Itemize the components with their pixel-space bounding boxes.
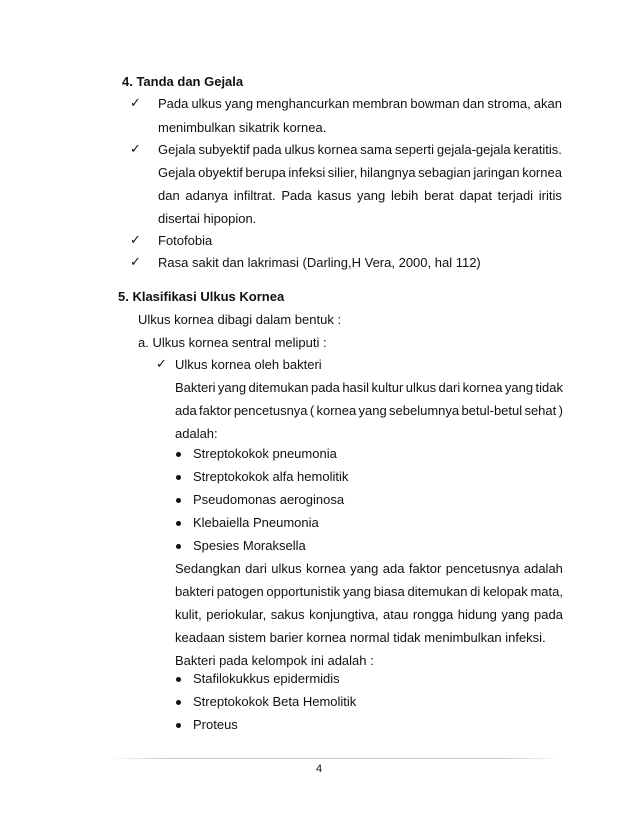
word: tidak xyxy=(535,380,563,395)
checkmark-icon: ✓ xyxy=(130,255,141,270)
word: kulit, xyxy=(175,607,202,622)
word: konjungtiva, xyxy=(309,607,379,622)
word: dan xyxy=(462,96,485,111)
word: yang xyxy=(224,96,254,111)
word: iritis xyxy=(538,188,562,203)
word: seperti xyxy=(394,142,434,157)
word: terjadi xyxy=(497,188,534,203)
word: dapat xyxy=(459,188,492,203)
word: kornea xyxy=(462,380,503,395)
word: berupa xyxy=(245,165,286,180)
word: kornea xyxy=(317,142,358,157)
para3: Bakteri pada kelompok ini adalah : xyxy=(175,653,374,668)
word: infeksi xyxy=(288,165,326,180)
word: sakus xyxy=(270,607,305,622)
word: kultur xyxy=(371,380,404,395)
word: dari xyxy=(245,561,267,576)
bullet1-item: Streptokokok alfa hemolitik xyxy=(193,469,349,484)
section-5-heading: 5. Klasifikasi Ulkus Kornea xyxy=(118,289,285,304)
word: obyektif xyxy=(198,165,243,180)
word: ulkus xyxy=(405,380,437,395)
para2-line-1 xyxy=(175,561,563,577)
word: bakteri xyxy=(175,584,215,599)
word: sebagian xyxy=(418,165,471,180)
word: subyektif xyxy=(198,142,250,157)
word: menghancurkan xyxy=(256,96,350,111)
bullet-icon xyxy=(176,723,181,728)
bullet-icon xyxy=(176,498,181,503)
word: opportunistik xyxy=(266,584,341,599)
word: dan xyxy=(158,188,180,203)
section-4-item-1-line-1 xyxy=(158,96,562,112)
section-4-item-2-line-4: disertai hipopion. xyxy=(158,211,257,226)
checkmark-icon: ✓ xyxy=(130,233,141,248)
word: atau xyxy=(383,607,409,622)
word: membran xyxy=(352,96,408,111)
bullet1-item: Pseudomonas aeroginosa xyxy=(193,492,345,507)
word: hilangnya xyxy=(359,165,416,180)
word: pada xyxy=(310,380,340,395)
word: kornea xyxy=(522,165,562,180)
word: biasa xyxy=(373,584,405,599)
word: Gejala xyxy=(158,142,196,157)
word: ) xyxy=(558,403,563,418)
word: dari xyxy=(438,380,461,395)
word: betul-betul xyxy=(461,403,523,418)
bullet-icon xyxy=(176,544,181,549)
bullet1-item: Klebaiella Pneumonia xyxy=(193,515,319,530)
bullet-icon xyxy=(176,677,181,682)
check-item-bacteria: Ulkus kornea oleh bakteri xyxy=(175,357,322,372)
bullet-icon xyxy=(176,521,181,526)
section-4-heading: 4. Tanda dan Gejala xyxy=(122,74,244,89)
word: stroma, xyxy=(487,96,531,111)
word: ulkus xyxy=(191,96,222,111)
bullet1-item: Spesies Moraksella xyxy=(193,538,306,553)
word: Pada xyxy=(158,96,189,111)
para2-line-2 xyxy=(175,584,563,600)
word: patogen xyxy=(216,584,264,599)
word: sebelumnya xyxy=(389,403,460,418)
word: infiltrat. xyxy=(233,188,276,203)
para2-line-3 xyxy=(175,607,563,623)
bullet2-item: Streptokokok Beta Hemolitik xyxy=(193,694,357,709)
word: pada xyxy=(534,607,563,622)
word: yang xyxy=(501,607,530,622)
para1-line-3: adalah: xyxy=(175,426,218,441)
word: ada xyxy=(175,403,197,418)
word: faktor xyxy=(408,561,442,576)
word: mata, xyxy=(530,584,563,599)
word: periokular, xyxy=(206,607,267,622)
word: jaringan xyxy=(473,165,520,180)
word: Sedangkan xyxy=(175,561,241,576)
word: yang xyxy=(504,380,534,395)
checkmark-icon: ✓ xyxy=(130,96,141,111)
section-4-item-3: Fotofobia xyxy=(158,233,213,248)
footer-divider xyxy=(110,758,560,759)
page-number: 4 xyxy=(315,763,323,775)
word: silier, xyxy=(327,165,358,180)
word: adalah xyxy=(523,561,563,576)
word: kelopak xyxy=(482,584,528,599)
word: sehat xyxy=(524,403,557,418)
checkmark-icon: ✓ xyxy=(156,357,167,372)
word: pencetusnya xyxy=(445,561,520,576)
section-4-item-2-line-1 xyxy=(158,142,562,158)
word: akan xyxy=(533,96,562,111)
word: hasil xyxy=(342,380,370,395)
word: bowman xyxy=(410,96,460,111)
word: di xyxy=(470,584,481,599)
word: kornea xyxy=(316,403,357,418)
word: yang xyxy=(357,188,386,203)
word: ulkus xyxy=(284,142,315,157)
bullet1-item: Streptokokok pneumonia xyxy=(193,446,337,461)
word: sama xyxy=(360,142,393,157)
checkmark-icon: ✓ xyxy=(130,142,141,157)
word: gejala-gejala xyxy=(436,142,511,157)
word: ada xyxy=(382,561,405,576)
word: yang xyxy=(358,403,387,418)
word: kornea xyxy=(306,561,346,576)
para2-line-4: keadaan sistem barier kornea normal tidak menimbulkan infeksi. xyxy=(175,630,546,645)
word: Pada xyxy=(281,188,312,203)
word: rongga xyxy=(412,607,454,622)
word: ditemukan xyxy=(248,380,309,395)
word: hidung xyxy=(457,607,497,622)
word: Gejala xyxy=(158,165,196,180)
bullet-icon xyxy=(176,700,181,705)
bullet2-item: Proteus xyxy=(193,717,238,732)
section-4-item-4: Rasa sakit dan lakrimasi (Darling,H Vera, 2000, hal 112) xyxy=(158,255,481,270)
word: pada xyxy=(252,142,282,157)
section-4-item-2-line-3 xyxy=(158,188,562,204)
section-5-intro: Ulkus kornea dibagi dalam bentuk : xyxy=(138,312,342,327)
word: lebih xyxy=(390,188,419,203)
word: ditemukan xyxy=(407,584,468,599)
para1-line-1 xyxy=(175,380,563,396)
word: faktor xyxy=(199,403,232,418)
word: ulkus xyxy=(271,561,302,576)
word: yang xyxy=(217,380,247,395)
word: adanya xyxy=(185,188,229,203)
word: berat xyxy=(424,188,454,203)
bullet2-item: Stafilokukkus epidermidis xyxy=(193,671,340,686)
word: pencetusnya xyxy=(233,403,308,418)
section-5-sub-a: a. Ulkus kornea sentral meliputi : xyxy=(138,335,327,350)
section-4-item-1-line-2: menimbulkan sikatrik kornea. xyxy=(158,120,327,135)
word: Bakteri xyxy=(175,380,216,395)
word: yang xyxy=(350,561,379,576)
para1-line-2 xyxy=(175,403,563,419)
section-4-item-2-line-2 xyxy=(158,165,562,181)
word: ( xyxy=(309,403,315,418)
word: keratitis. xyxy=(513,142,562,157)
bullet-icon xyxy=(176,452,181,457)
word: yang xyxy=(342,584,372,599)
bullet-icon xyxy=(176,475,181,480)
word: kasus xyxy=(317,188,352,203)
